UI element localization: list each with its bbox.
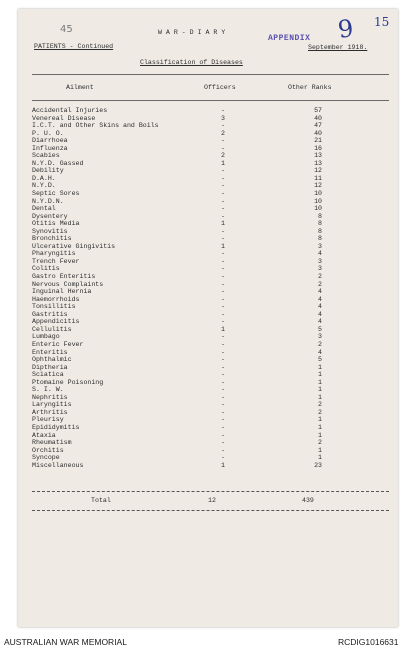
ailment-cell: Trench Fever <box>32 257 80 265</box>
officers-cell: 1 <box>221 220 225 228</box>
table-row <box>32 296 372 304</box>
other-ranks-cell: 1 <box>318 454 322 462</box>
officers-cell: 1 <box>221 159 225 167</box>
ailment-cell: Gastro Enteritis <box>32 273 96 281</box>
table-subtitle: Classification of Diseases <box>140 59 243 66</box>
officers-cell: - <box>221 431 225 439</box>
ailment-cell: Laryngitis <box>32 401 72 409</box>
footer-reference: RCDIG1016631 <box>338 637 399 647</box>
other-ranks-cell: 8 <box>318 227 322 235</box>
other-ranks-cell: 3 <box>318 265 322 273</box>
pencil-page-number: 45 <box>60 24 73 35</box>
table-row <box>32 137 372 145</box>
table-row <box>32 167 372 175</box>
disease-table <box>32 107 372 469</box>
other-ranks-cell: 3 <box>318 333 322 341</box>
ailment-cell: Ptomaine Poisoning <box>32 378 104 386</box>
table-row <box>32 454 372 462</box>
ailment-cell: Arthritis <box>32 408 68 416</box>
table-row <box>32 364 372 372</box>
officers-cell: - <box>221 356 225 364</box>
other-ranks-cell: 10 <box>314 197 322 205</box>
other-ranks-cell: 1 <box>318 371 322 379</box>
ailment-cell: Inguinal Hernia <box>32 288 92 296</box>
ailment-cell: Nervous Complaints <box>32 280 104 288</box>
officers-cell: - <box>221 439 225 447</box>
other-ranks-cell: 8 <box>318 235 322 243</box>
other-ranks-cell: 40 <box>314 114 322 122</box>
other-ranks-cell: 13 <box>314 159 322 167</box>
ailment-cell: N.Y.D.N. <box>32 197 64 205</box>
ailment-cell: Gastritis <box>32 310 68 318</box>
total-officers: 12 <box>208 497 216 504</box>
ailment-cell: Dysentery <box>32 212 68 220</box>
ailment-cell: Diptheria <box>32 363 68 371</box>
table-row <box>32 130 372 138</box>
other-ranks-cell: 1 <box>318 386 322 394</box>
table-row <box>32 416 372 424</box>
table-row <box>32 258 372 266</box>
ailment-cell: Cellulitis <box>32 325 72 333</box>
officers-cell: - <box>221 212 225 220</box>
other-ranks-cell: 3 <box>318 242 322 250</box>
ailment-cell: Colitis <box>32 265 60 273</box>
other-ranks-cell: 2 <box>318 340 322 348</box>
officers-cell: - <box>221 174 225 182</box>
ailment-cell: Venereal Disease <box>32 114 96 122</box>
table-row <box>32 371 372 379</box>
ailment-cell: Ulcerative Gingivitis <box>32 242 116 250</box>
other-ranks-cell: 47 <box>314 122 322 130</box>
ailment-cell: I.C.T. and Other Skins and Boils <box>32 122 159 130</box>
column-header-other-ranks: Other Ranks <box>288 84 332 91</box>
table-row <box>32 122 372 130</box>
officers-cell: - <box>221 393 225 401</box>
table-row <box>32 265 372 273</box>
table-row <box>32 250 372 258</box>
table-row <box>32 205 372 213</box>
other-ranks-cell: 2 <box>318 408 322 416</box>
other-ranks-cell: 11 <box>314 174 322 182</box>
other-ranks-cell: 1 <box>318 363 322 371</box>
ailment-cell: Epididymitis <box>32 423 80 431</box>
other-ranks-cell: 40 <box>314 129 322 137</box>
officers-cell: - <box>221 197 225 205</box>
officers-cell: - <box>221 454 225 462</box>
other-ranks-cell: 16 <box>314 144 322 152</box>
officers-cell: 3 <box>221 114 225 122</box>
other-ranks-cell: 12 <box>314 167 322 175</box>
ailment-cell: Bronchitis <box>32 235 72 243</box>
officers-cell: - <box>221 167 225 175</box>
table-row <box>32 311 372 319</box>
table-row <box>32 303 372 311</box>
officers-cell: - <box>221 250 225 258</box>
other-ranks-cell: 4 <box>318 250 322 258</box>
officers-cell: 1 <box>221 461 225 469</box>
table-row <box>32 394 372 402</box>
ailment-cell: Influenza <box>32 144 68 152</box>
other-ranks-cell: 1 <box>318 431 322 439</box>
ailment-cell: Enteritis <box>32 348 68 356</box>
table-row <box>32 462 372 470</box>
table-row <box>32 439 372 447</box>
header-rule-top <box>32 74 389 75</box>
officers-cell: - <box>221 408 225 416</box>
table-row <box>32 273 372 281</box>
officers-cell: - <box>221 371 225 379</box>
ailment-cell: Synovitis <box>32 227 68 235</box>
other-ranks-cell: 4 <box>318 310 322 318</box>
officers-cell: - <box>221 303 225 311</box>
table-row <box>32 198 372 206</box>
ailment-cell: Syncope <box>32 454 60 462</box>
ailment-cell: Otitis Media <box>32 220 80 228</box>
officers-cell: - <box>221 378 225 386</box>
other-ranks-cell: 2 <box>318 401 322 409</box>
other-ranks-cell: 1 <box>318 416 322 424</box>
total-other-ranks: 439 <box>302 497 314 504</box>
ailment-cell: Ophthalmic <box>32 356 72 364</box>
other-ranks-cell: 3 <box>318 257 322 265</box>
officers-cell: - <box>221 265 225 273</box>
document-date: September 1918. <box>308 44 368 51</box>
table-row <box>32 281 372 289</box>
other-ranks-cell: 4 <box>318 303 322 311</box>
ailment-cell: S. I. W. <box>32 386 64 394</box>
officers-cell: - <box>221 333 225 341</box>
ailment-cell: Accidental Injuries <box>32 107 108 114</box>
table-row <box>32 160 372 168</box>
ailment-cell: Debility <box>32 167 64 175</box>
table-row <box>32 401 372 409</box>
table-row <box>32 243 372 251</box>
document-title: W A R - D I A R Y <box>158 29 226 36</box>
officers-cell: - <box>221 295 225 303</box>
officers-cell: - <box>221 107 225 114</box>
ailment-cell: Miscellaneous <box>32 461 84 469</box>
officers-cell: - <box>221 310 225 318</box>
table-row <box>32 318 372 326</box>
ailment-cell: Dental <box>32 205 56 213</box>
officers-cell: - <box>221 280 225 288</box>
header-rule-bottom <box>32 100 389 101</box>
table-row <box>32 386 372 394</box>
ailment-cell: D.A.H. <box>32 174 56 182</box>
officers-cell: - <box>221 348 225 356</box>
officers-cell: 2 <box>221 152 225 160</box>
other-ranks-cell: 1 <box>318 393 322 401</box>
ailment-cell: N.Y.D. <box>32 182 56 190</box>
other-ranks-cell: 2 <box>318 273 322 281</box>
total-rule-top <box>32 491 389 492</box>
table-row <box>32 333 372 341</box>
table-row <box>32 424 372 432</box>
officers-cell: - <box>221 227 225 235</box>
officers-cell: 2 <box>221 129 225 137</box>
officers-cell: - <box>221 288 225 296</box>
table-row <box>32 115 372 123</box>
table-row <box>32 152 372 160</box>
officers-cell: - <box>221 340 225 348</box>
officers-cell: - <box>221 446 225 454</box>
other-ranks-cell: 2 <box>318 439 322 447</box>
table-row <box>32 220 372 228</box>
table-row <box>32 379 372 387</box>
appendix-stamp: APPENDIX <box>268 34 311 43</box>
officers-cell: - <box>221 144 225 152</box>
ailment-cell: Ataxia <box>32 431 56 439</box>
officers-cell: - <box>221 205 225 213</box>
ailment-cell: N.Y.D. Gassed <box>32 159 84 167</box>
other-ranks-cell: 5 <box>318 356 322 364</box>
table-row <box>32 356 372 364</box>
table-row <box>32 175 372 183</box>
table-row <box>32 447 372 455</box>
officers-cell: - <box>221 257 225 265</box>
other-ranks-cell: 1 <box>318 423 322 431</box>
ailment-cell: Enteric Fever <box>32 340 84 348</box>
table-row <box>32 213 372 221</box>
ailment-cell: Pharyngitis <box>32 250 76 258</box>
column-header-ailment: Ailment <box>66 84 94 91</box>
other-ranks-cell: 4 <box>318 295 322 303</box>
officers-cell: - <box>221 190 225 198</box>
officers-cell: - <box>221 363 225 371</box>
footer-source: AUSTRALIAN WAR MEMORIAL <box>4 637 127 647</box>
other-ranks-cell: 12 <box>314 182 322 190</box>
table-row <box>32 409 372 417</box>
handwritten-appendix-number: 9 <box>336 14 356 44</box>
table-row <box>32 190 372 198</box>
table-row <box>32 107 372 115</box>
ailment-cell: Haemorrhoids <box>32 295 80 303</box>
table-row <box>32 349 372 357</box>
other-ranks-cell: 23 <box>314 461 322 469</box>
ailment-cell: Sciatica <box>32 371 64 379</box>
officers-cell: 1 <box>221 242 225 250</box>
section-label: PATIENTS - Continued <box>34 43 114 50</box>
other-ranks-cell: 8 <box>318 212 322 220</box>
other-ranks-cell: 10 <box>314 190 322 198</box>
other-ranks-cell: 2 <box>318 280 322 288</box>
other-ranks-cell: 13 <box>314 152 322 160</box>
ailment-cell: Scabies <box>32 152 60 160</box>
table-row <box>32 228 372 236</box>
table-row <box>32 326 372 334</box>
officers-cell: - <box>221 318 225 326</box>
table-row <box>32 145 372 153</box>
other-ranks-cell: 4 <box>318 288 322 296</box>
handwritten-page-number: 15 <box>374 15 390 29</box>
officers-cell: - <box>221 122 225 130</box>
other-ranks-cell: 8 <box>318 220 322 228</box>
total-rule-bottom <box>32 510 389 511</box>
ailment-cell: Tonsillitis <box>32 303 76 311</box>
other-ranks-cell: 5 <box>318 325 322 333</box>
ailment-cell: Pleurisy <box>32 416 64 424</box>
table-row <box>32 432 372 440</box>
officers-cell: - <box>221 273 225 281</box>
officers-cell: - <box>221 401 225 409</box>
total-label: Total <box>91 497 111 504</box>
table-row <box>32 182 372 190</box>
other-ranks-cell: 4 <box>318 318 322 326</box>
ailment-cell: Nephritis <box>32 393 68 401</box>
ailment-cell: Orchitis <box>32 446 64 454</box>
table-row <box>32 341 372 349</box>
other-ranks-cell: 10 <box>314 205 322 213</box>
table-row <box>32 288 372 296</box>
column-header-officers: Officers <box>204 84 236 91</box>
officers-cell: - <box>221 416 225 424</box>
other-ranks-cell: 21 <box>314 137 322 145</box>
table-row <box>32 235 372 243</box>
ailment-cell: Rheumatism <box>32 439 72 447</box>
ailment-cell: Lumbago <box>32 333 60 341</box>
officers-cell: - <box>221 423 225 431</box>
ailment-cell: Diarrhoea <box>32 137 68 145</box>
officers-cell: - <box>221 386 225 394</box>
ailment-cell: Appendicitis <box>32 318 80 326</box>
ailment-cell: Septic Sores <box>32 190 80 198</box>
other-ranks-cell: 1 <box>318 378 322 386</box>
officers-cell: - <box>221 137 225 145</box>
other-ranks-cell: 57 <box>314 107 322 114</box>
other-ranks-cell: 4 <box>318 348 322 356</box>
other-ranks-cell: 1 <box>318 446 322 454</box>
officers-cell: 1 <box>221 325 225 333</box>
officers-cell: - <box>221 182 225 190</box>
officers-cell: - <box>221 235 225 243</box>
ailment-cell: P. U. O. <box>32 129 64 137</box>
